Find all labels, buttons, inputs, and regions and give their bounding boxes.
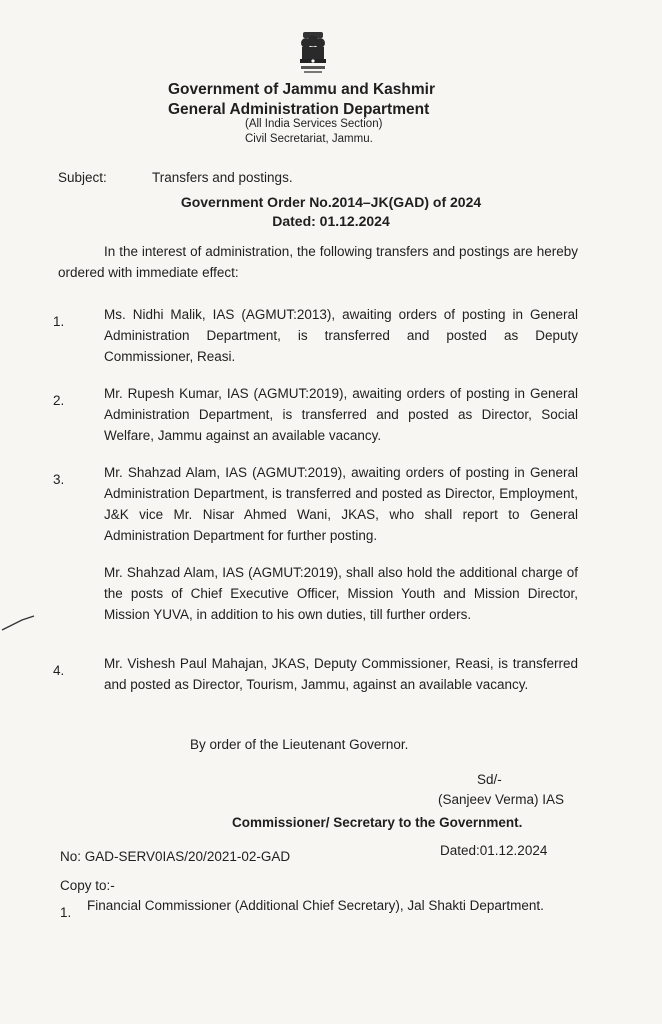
order-item: Mr. Shahzad Alam, IAS (AGMUT:2019), awaiting orders of posting in General Administration Department, is transferred and posted as Director, Employment, J&K vice Mr. Nisar Ahmed Wani, JKAS, who shall report to General Administration Department for further posting. — [104, 465, 578, 543]
office-address: Civil Secretariat, Jammu. — [245, 133, 373, 145]
order-item: Mr. Rupesh Kumar, IAS (AGMUT:2019), awaiting orders of posting in General Administration Department, is transferred and posted as Director, Social Welfare, Jammu against an available vacancy. — [104, 386, 578, 443]
copy-to-item: Financial Commissioner (Additional Chief Secretary), Jal Shakti Department. — [87, 898, 544, 913]
item-number: 3. — [53, 472, 65, 487]
reference-number: No: GAD-SERV0IAS/20/2021-02-GAD — [60, 849, 291, 864]
additional-charge-paragraph: Mr. Shahzad Alam, IAS (AGMUT:2019), shall also hold the additional charge of the posts of Chief Executive Officer, Mission Youth and Mission Director, Mission YUVA, in addition to his own duties, till further orders. — [104, 565, 578, 622]
signatory-name: (Sanjeev Verma) IAS — [438, 792, 565, 807]
copy-item-number: 1. — [60, 905, 72, 920]
order-date: Dated: 01.12.2024 — [272, 213, 390, 229]
section-name: (All India Services Section) — [245, 118, 383, 130]
order-item: Mr. Vishesh Paul Mahajan, JKAS, Deputy Commissioner, Reasi, is transferred and posted as Director, Tourism, Jammu, against an available vacancy. — [104, 656, 578, 692]
department-name: General Administration Department — [168, 101, 430, 118]
subject-label: Subject: — [58, 170, 107, 185]
intro-paragraph: In the interest of administration, the following transfers and postings are hereby ordered with immediate effect: — [58, 244, 578, 280]
margin-pen-mark — [0, 612, 40, 634]
by-order-line: By order of the Lieutenant Governor. — [190, 737, 409, 752]
state-emblem-icon — [294, 30, 332, 78]
order-item: Ms. Nidhi Malik, IAS (AGMUT:2013), awaiting orders of posting in General Administration Department, is transferred and posted as Deputy Commissioner, Reasi. — [104, 307, 578, 364]
item-number: 1. — [53, 314, 65, 329]
item-number: 2. — [53, 393, 65, 408]
reference-date: Dated:01.12.2024 — [440, 843, 548, 858]
copy-to-label: Copy to:- — [60, 878, 115, 893]
order-number: Government Order No.2014–JK(GAD) of 2024 — [180, 194, 482, 210]
subject-line — [58, 170, 293, 185]
section-address — [245, 117, 382, 147]
item-number: 4. — [53, 663, 65, 678]
department-header — [168, 80, 508, 120]
signature-mark: Sd/- — [477, 772, 502, 787]
subject-text: Transfers and postings. — [152, 170, 293, 185]
government-name: Government of Jammu and Kashmir — [168, 81, 436, 98]
signatory-designation: Commissioner/ Secretary to the Government. — [232, 815, 523, 830]
